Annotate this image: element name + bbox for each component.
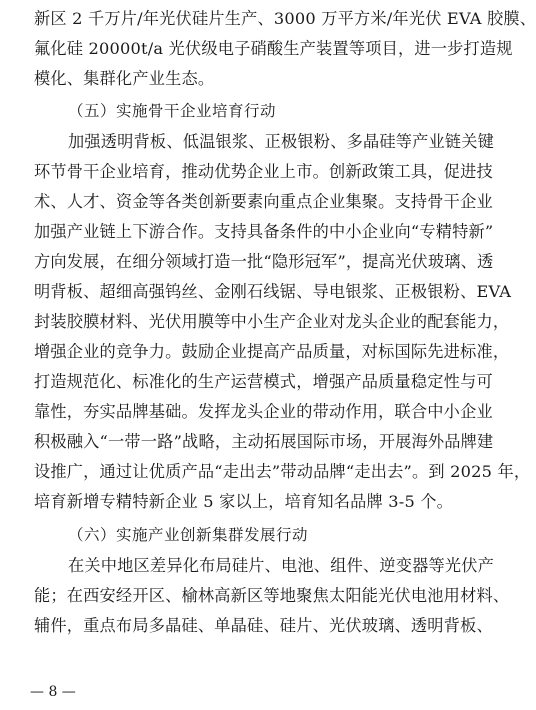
- body-text-line: 明背板、超细高强钨丝、金刚石线锯、导电银浆、正极银粉、EVA: [34, 282, 512, 301]
- body-text-line: 积极融入“一带一路”战略，主动拓展国际市场，开展海外品牌建: [34, 432, 494, 451]
- body-text-line: 方向发展，在细分领域打造一批“隐形冠军”，提高光伏玻璃、透: [34, 252, 494, 271]
- body-text-line: 增强企业的竞争力。鼓励企业提高产品质量，对标国际先进标准，: [34, 342, 510, 361]
- section-heading: （五）实施骨干企业培育行动: [68, 102, 277, 120]
- body-text-line: 封装胶膜材料、光伏用膜等中小生产企业对龙头企业的配套能力，: [34, 312, 510, 331]
- body-text-line: 术、人才、资金等各类创新要素向重点企业集聚。支持骨干企业: [34, 192, 493, 211]
- body-text-line: 打造规范化、标准化的生产运营模式，增强产品质量稳定性与可: [34, 372, 493, 391]
- section-heading: （六）实施产业创新集群发展行动: [68, 526, 309, 544]
- body-text-line: 模化、集群化产业生态。: [34, 69, 215, 88]
- body-text-line: 加强产业链上下游合作。支持具备条件的中小企业向“专精特新”: [34, 222, 494, 241]
- body-text-line: 能；在西安经开区、榆林高新区等地聚焦太阳能光伏电池用材料、: [34, 586, 510, 605]
- body-text-line: 在关中地区差异化布局硅片、电池、组件、逆变器等光伏产: [68, 556, 495, 575]
- page-number: — 8 —: [30, 684, 76, 700]
- body-text-line: 辅件，重点布局多晶硅、单晶硅、硅片、光伏玻璃、透明背板、: [34, 616, 493, 635]
- body-text-line: 设推广，通过让优质产品“走出去”带动品牌“走出去”。到 2025 年，: [34, 462, 531, 481]
- body-text-line: 加强透明背板、低温银浆、正极银粉、多晶硅等产业链关键: [68, 132, 495, 151]
- body-text-line: 环节骨干企业培育，推动优势企业上市。创新政策工具，促进技: [34, 162, 493, 181]
- body-text-line: 氟化硅 20000t/a 光伏级电子硝酸生产装置等项目，进一步打造规: [34, 39, 513, 58]
- body-text-line: 新区 2 千万片/年光伏硅片生产、3000 万平方米/年光伏 EVA 胶膜、: [34, 9, 536, 28]
- body-text-line: 靠性，夯实品牌基础。发挥龙头企业的带动作用，联合中小企业: [34, 402, 493, 421]
- body-text-line: 培育新增专精特新企业 5 家以上，培育知名品牌 3-5 个。: [34, 492, 454, 511]
